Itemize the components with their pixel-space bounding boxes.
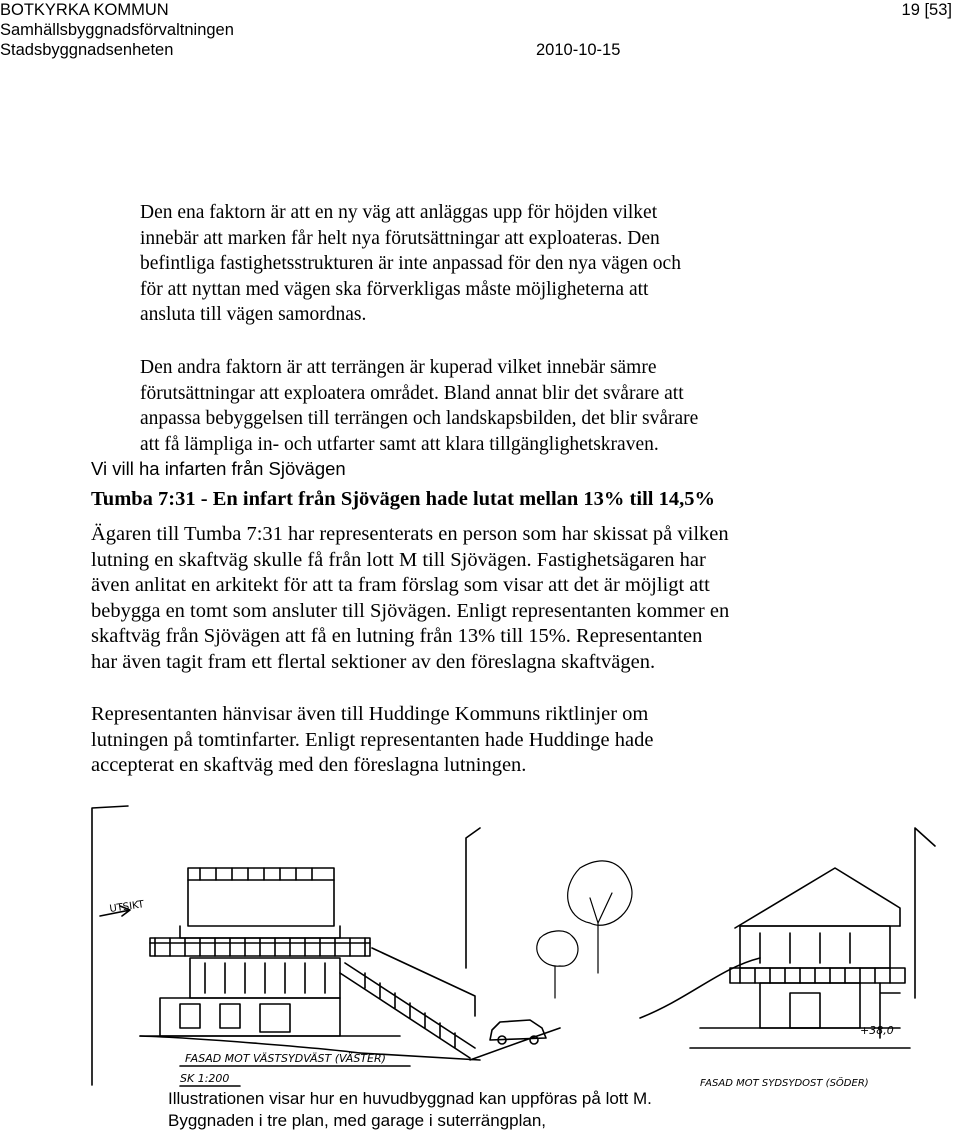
paragraph-line: ansluta till vägen samordnas. [140,304,367,325]
right-building-sketch [640,868,910,1048]
paragraph-line: lutning en skaftväg skulle få från lott M till Sjövägen. Fastighetsägaren har [91,548,706,571]
tree-sketch [537,861,632,998]
paragraph-line: Ägaren till Tumba 7:31 har representerats en person som har skissat på vilken [91,523,729,545]
facade-right-label: FASAD MOT SYDSYDOST (SÖDER) [700,1078,869,1088]
sketch-frame [92,806,128,1085]
header-unit: Stadsbyggnadsenheten [0,41,174,59]
paragraph-line: Den andra faktorn är att terrängen är kuperad vilket innebär sämre [140,357,657,378]
paragraph-1 [140,200,681,328]
paragraph-line: lutningen på tomtinfarter. Enligt representanten hade Huddinge hade [91,728,654,751]
header-department: Samhällsbyggnadsförvaltningen [0,21,234,39]
paragraph-line: även anlitat en arkitekt för att ta fram förslag som visar att det är möjligt att [91,574,710,596]
paragraph-line: accepterat en skaftväg med den föreslagna lutningen. [91,754,527,776]
header-org: BOTKYRKA KOMMUN [0,1,169,19]
scale-label: SK 1:200 [180,1072,230,1085]
caption-line-2: Byggnaden i tre plan, med garage i suterrängplan, [168,1111,547,1130]
paragraph-line: att få lämpliga in- och utfarter samt att klara tillgänglighetskraven. [140,433,659,455]
paragraph-line: Den ena faktorn är att en ny väg att anläggas upp för höjden vilket [140,202,658,223]
paragraph-line: har även tagit fram ett flertal sektioner av den föreslagna skaftvägen. [91,650,656,673]
sketch-ground [360,1028,560,1060]
paragraph-2 [140,355,698,457]
paragraph-3 [91,522,729,675]
header-page-number: 19 [53] [901,1,952,19]
paragraph-line: för att nyttan med vägen ska förverkligas måste möjligheterna att [140,278,649,300]
right-flagpole [915,828,935,998]
facade-left-label: FASAD MOT VÄSTSYDVÄST (VÄSTER) [185,1052,386,1065]
left-building-sketch [140,868,475,1058]
paragraph-line: innebär att marken får helt nya förutsättningar att exploateras. Den [140,227,660,249]
caption-line-1: Illustrationen visar hur en huvudbyggnad kan uppföras på lott M. [168,1089,652,1108]
paragraph-line: skaftväg från Sjövägen att få en lutning från 13% till 15%. Representanten [91,625,703,647]
utsikt-label: UTSIKT [108,899,145,915]
paragraph-4 [91,702,653,779]
paragraph-line: befintliga fastighetsstrukturen är inte anpassad för den nya vägen och [140,253,681,274]
paragraph-line: anpassa bebyggelsen till terrängen och landskapsbilden, det blir svårare [140,408,699,429]
paragraph-line: bebygga en tomt som ansluter till Sjövägen. Enligt representanten kommer en [91,599,730,622]
architectural-sketch [0,798,960,1088]
car-sketch [490,1020,546,1044]
header-date: 2010-10-15 [536,41,621,59]
left-flagpole [466,828,480,968]
subheading: Vi vill ha infarten från Sjövägen [91,458,346,479]
section-heading: Tumba 7:31 - En infart från Sjövägen hade lutat mellan 13% till 14,5% [91,488,715,510]
level-label: +38,0 [860,1024,894,1037]
paragraph-line: förutsättningar att exploatera området. Bland annat blir det svårare att [140,382,684,404]
paragraph-line: Representanten hänvisar även till Huddinge Kommuns riktlinjer om [91,703,649,725]
